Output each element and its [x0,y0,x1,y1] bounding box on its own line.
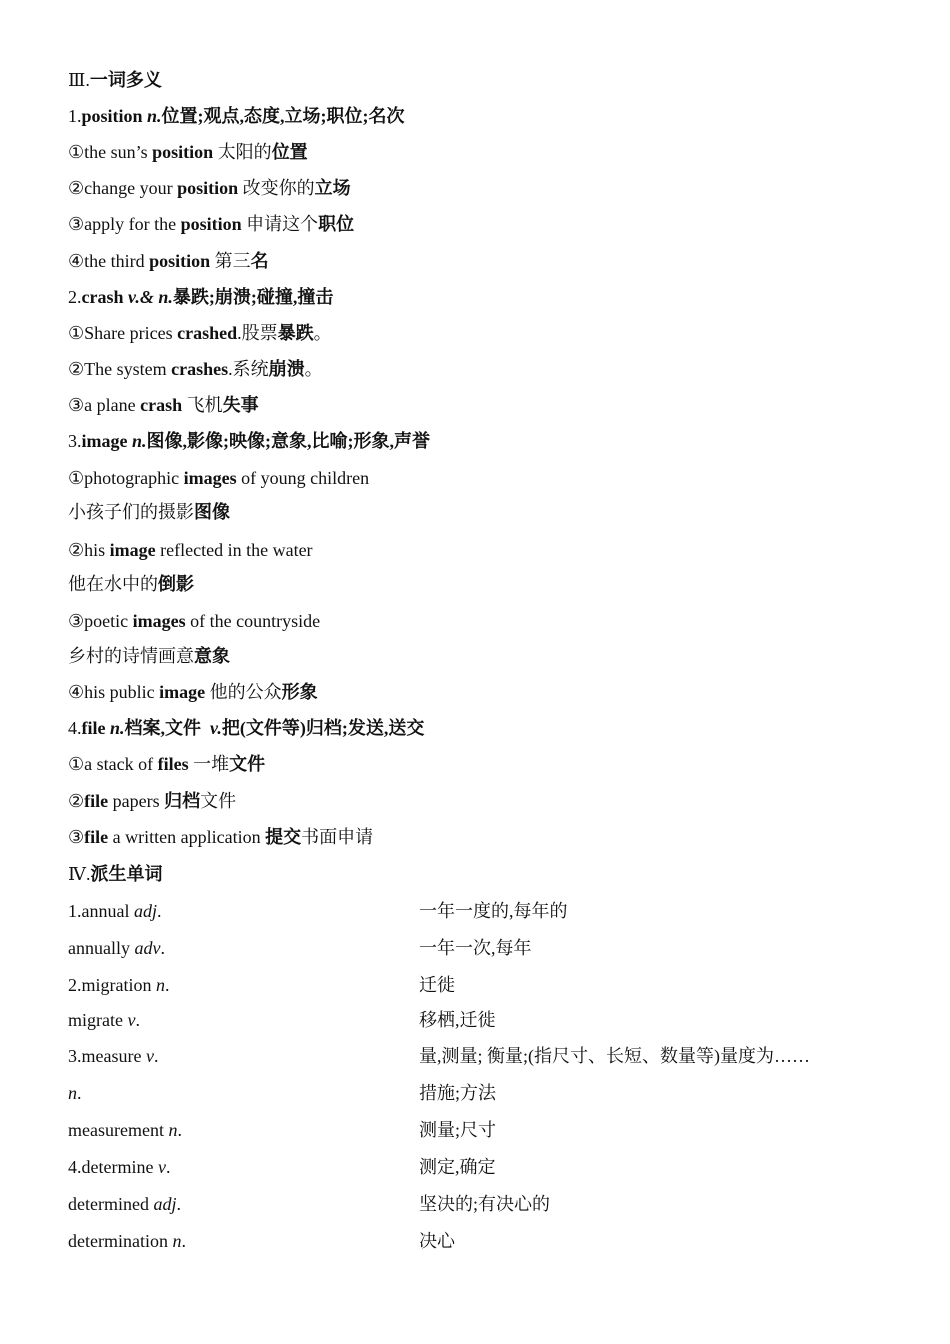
example-keyword: images [183,468,237,488]
example-mark: ③ [68,827,85,847]
example-line [68,249,269,273]
entry-heading-image [68,429,430,453]
derivative-word: 4.determine v. [68,1157,171,1177]
entry-number: 3. [68,431,82,451]
example-line [68,393,259,417]
example-translation-keyword: 形象 [281,682,318,702]
entry-meaning: 位置;观点,态度,立场;职位;名次 [161,106,405,126]
example-text: The system [84,359,172,379]
derivative-meaning: 决心 [419,1231,455,1251]
entry-pos-2: v. [210,718,222,738]
example-text: of the countryside [185,611,321,631]
example-translation: 一堆 [193,754,230,774]
example-translation: 飞机 [186,395,223,415]
example-translation-keyword: 位置 [271,142,308,162]
example-text: of young children [236,468,370,488]
example-translation-keyword: 倒影 [158,574,194,594]
entry-pos: n. [147,106,162,126]
example-translation: 他在水中的 [68,574,158,594]
example-translation-keyword: 意象 [194,646,230,666]
derivative-word: migrate v. [68,1010,140,1030]
entry-word: image [81,431,128,451]
entry-heading-crash [68,285,333,309]
example-translation-line [68,500,230,524]
example-translation-keyword: 暴跌 [277,323,314,343]
example-translation-keyword: 失事 [222,395,259,415]
example-translation: 申请这个 [246,214,319,234]
example-mark: ① [68,323,85,343]
example-line [68,357,323,381]
example-keyword: file [84,791,109,811]
section-3-roman: Ⅲ. [68,70,90,90]
example-text: apply for the [84,214,181,234]
entry-heading-position [68,104,405,128]
example-mark: ④ [68,251,85,271]
example-keyword: position [180,214,242,234]
example-keyword: files [157,754,189,774]
example-mark: ② [68,178,85,198]
derivative-word: 1.annual adj. [68,901,162,921]
example-keyword: crashes [171,359,229,379]
example-translation: 改变你的 [242,178,315,198]
derivative-word: 2.migration n. [68,975,170,995]
example-mark: ② [68,359,85,379]
example-text: photographic [84,468,184,488]
example-line [68,140,308,164]
example-text: a stack of [84,754,158,774]
entry-number: 1. [68,106,82,126]
derivative-meaning: 移栖,迁徙 [419,1010,496,1030]
derivative-meaning: 一年一度的,每年的 [419,901,568,921]
example-translation: 乡村的诗情画意 [68,646,194,666]
derivative-word: 3.measure v. [68,1046,159,1066]
example-translation-keyword: 立场 [314,178,351,198]
derivative-meaning: 坚决的;有决心的 [419,1194,551,1214]
example-text: a plane [84,395,141,415]
example-line [68,680,318,704]
derivative-word: determination n. [68,1231,186,1251]
example-text: . [237,323,242,343]
example-translation: 太阳的 [217,142,272,162]
example-end-punct: 。 [304,359,323,379]
example-line [68,176,351,200]
example-translation-keyword: 名 [250,251,269,271]
example-line [68,466,369,490]
example-translation-keyword: 文件 [229,754,266,774]
example-text: poetic [84,611,133,631]
example-text: reflected in the water [155,540,313,560]
example-translation: 小孩子们的摄影 [68,502,194,522]
entry-heading-file [68,716,424,740]
example-line [68,538,313,562]
example-line [68,752,265,776]
derivative-word: measurement n. [68,1120,182,1140]
section-4-title: 派生单词 [90,864,163,884]
derivative-word: annually adv. [68,938,165,958]
derivative-meaning: 测量;尺寸 [419,1120,497,1140]
entry-meaning-2: 把(文件等)归档;发送,送交 [221,718,425,738]
example-text: change your [84,178,178,198]
derivative-word: n. [68,1083,82,1103]
entry-word: crash [81,287,124,307]
entry-word: file [81,718,106,738]
derivative-meaning: 量,测量; 衡量;(指尺寸、长短、数量等)量度为…… [419,1046,810,1066]
example-keyword: position [177,178,239,198]
example-line [68,789,236,813]
example-mark: ③ [68,611,85,631]
example-keyword: file [84,827,109,847]
example-translation: 系统 [232,359,269,379]
example-line [68,609,320,633]
example-line [68,321,332,345]
entry-word: position [81,106,143,126]
entry-pos: n. [131,431,147,451]
section-3-heading [68,68,162,92]
derivative-meaning: 一年一次,每年 [419,938,532,958]
entry-number: 2. [68,287,82,307]
example-text: his public [84,682,160,702]
example-translation: 第三 [214,251,251,271]
entry-meaning: 图像,影像;映像;意象,比喻;形象,声誉 [146,431,430,451]
example-translation-keyword: 提交 [265,827,302,847]
example-translation-keyword: 崩溃 [268,359,305,379]
example-text: the third [84,251,150,271]
example-keyword: image [109,540,156,560]
entry-pos: n. [110,718,125,738]
example-line [68,212,354,236]
entry-pos: v.& n. [128,287,173,307]
derivative-word: determined adj. [68,1194,181,1214]
example-translation: 书面申请 [301,827,374,847]
example-text: a written application [108,827,266,847]
example-text: his [84,540,110,560]
example-translation: 股票 [241,323,278,343]
example-text: . [228,359,233,379]
example-text: papers [108,791,165,811]
example-translation-keyword: 图像 [194,502,230,522]
example-keyword: images [132,611,186,631]
example-mark: ③ [68,214,85,234]
derivative-meaning: 测定,确定 [419,1157,496,1177]
entry-number: 4. [68,718,82,738]
example-mark: ③ [68,395,85,415]
derivative-meaning: 措施;方法 [419,1083,497,1103]
derivative-meaning: 迁徙 [419,975,455,995]
section-3-title: 一词多义 [89,70,162,90]
example-mark: ④ [68,682,85,702]
example-line [68,825,373,849]
example-mark: ① [68,468,85,488]
example-end-punct: 。 [313,323,332,343]
example-translation-line [68,644,230,668]
entry-meaning: 档案,文件 [124,718,202,738]
example-mark: ① [68,754,85,774]
example-translation-line [68,572,194,596]
section-4-heading [68,862,162,886]
example-text: Share prices [84,323,178,343]
entry-meaning: 暴跌;崩溃;碰撞,撞击 [172,287,334,307]
example-translation-keyword: 职位 [318,214,355,234]
example-translation: 他的公众 [209,682,282,702]
example-keyword: crash [140,395,183,415]
example-keyword: crashed [177,323,238,343]
example-mark: ② [68,540,85,560]
example-text: the sun’s [84,142,153,162]
section-4-roman: Ⅳ. [68,864,91,884]
example-keyword: position [152,142,214,162]
example-translation: 文件 [200,791,237,811]
example-keyword: image [159,682,206,702]
example-translation-keyword: 归档 [164,791,201,811]
example-keyword: position [149,251,211,271]
example-mark: ② [68,791,85,811]
example-mark: ① [68,142,85,162]
